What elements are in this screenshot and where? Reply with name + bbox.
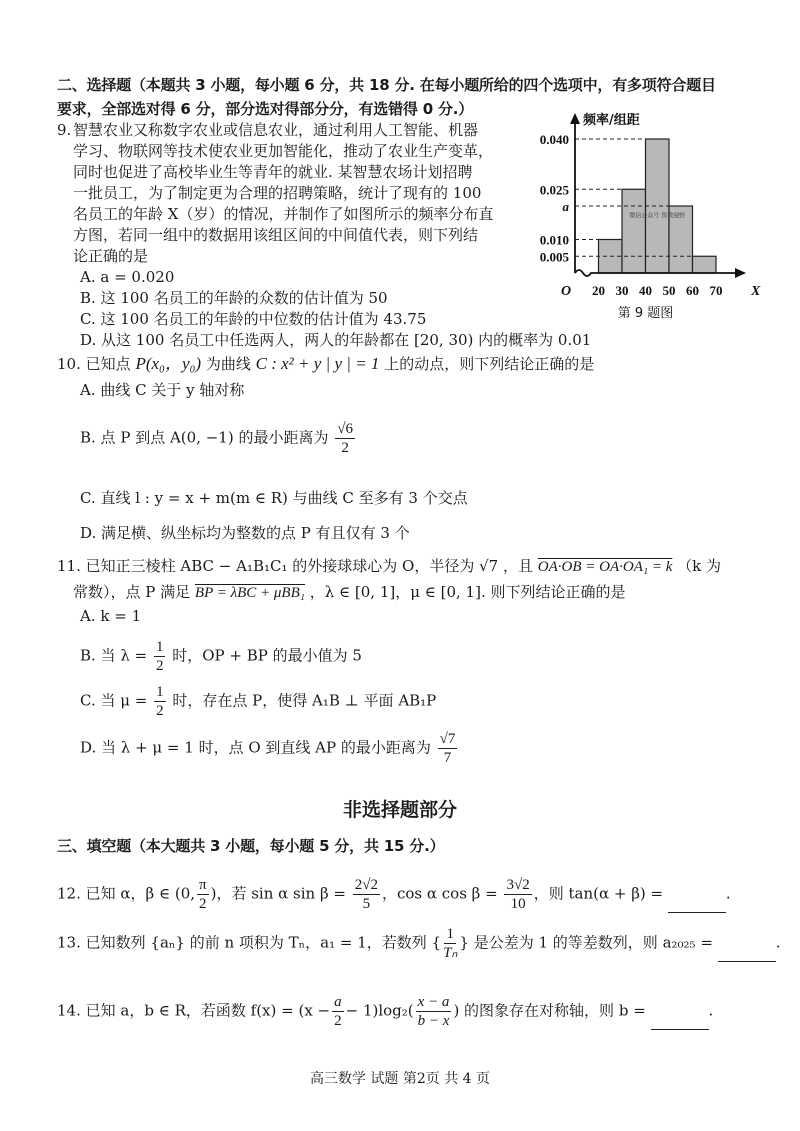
q12-text-b: )，若 sin α sin β = <box>210 884 346 903</box>
y-tick-label: 0.040 <box>539 132 569 147</box>
x-tick-label: 60 <box>686 283 699 298</box>
q12-fraction-cos <box>504 876 531 913</box>
q11-option-c-text: C. 当 μ = <box>80 691 148 710</box>
q11-option-d-text: D. 当 λ + μ = 1 时，点 O 到直线 AP 的最小距离为 <box>80 738 431 757</box>
q13-end: . <box>775 933 781 952</box>
q11-line2-b: ，λ ∈ [0, 1]，μ ∈ [0, 1]. 则下列结论正确的是 <box>309 583 626 601</box>
q10-curve: C : x² + y | y | = 1 <box>255 354 380 373</box>
q11-line1-b: （k 为 <box>677 557 722 575</box>
q10-option-b <box>80 420 357 457</box>
q13-answer-blank[interactable] <box>718 947 776 962</box>
fraction-numerator: √6 <box>337 421 353 437</box>
q9-line: 一批员工，为了制定更为合理的招聘策略，统计了现有的 100 <box>73 184 482 202</box>
histogram-figure <box>515 108 775 323</box>
section2-heading-line2: 要求，全部选对得 6 分，部分选对得部分分，有选错得 0 分.） <box>57 100 474 118</box>
histogram-chart <box>515 108 775 323</box>
q12-text-d: ，则 tan(α + β) = <box>533 884 664 903</box>
part2-title: 非选择题部分 <box>342 799 457 821</box>
y-tick-label: 0.025 <box>539 182 569 198</box>
y-tick-label: 0.010 <box>539 232 569 248</box>
q9-line: 名员工的年龄 X（岁）的情况，并制作了如图所示的频率分布直 <box>73 205 494 223</box>
figure-caption: 第 9 题图 <box>617 306 674 321</box>
x-axis-title: X <box>751 284 761 299</box>
x-tick-label: 50 <box>662 283 676 298</box>
histogram-bar <box>646 139 670 273</box>
fraction-numerator: 1 <box>446 926 454 942</box>
q10-stem-c: 上的动点，则下列结论正确的是 <box>384 355 595 373</box>
fraction-numerator: 1 <box>156 684 164 700</box>
q10-option-b-fraction <box>335 420 355 457</box>
q14-text-c: ) 的图象存在对称轴，则 b = <box>453 1001 646 1020</box>
fraction-denominator: 2 <box>199 896 207 912</box>
q12-number: 12. <box>57 884 81 903</box>
fraction-numerator: a <box>334 994 342 1010</box>
q9-option-c: C. 这 100 名员工的年龄的中位数的估计值为 43.75 <box>80 310 427 328</box>
y-tick-label: a <box>562 199 569 214</box>
section3-heading: 三、填空题（本大题共 3 小题，每小题 5 分，共 15 分.） <box>57 837 445 855</box>
x-tick-label: 70 <box>709 283 723 298</box>
q10-option-c: C. 直线 l : y = x + m(m ∈ R) 与曲线 C 至多有 3 个交点 <box>80 489 468 507</box>
q11-option-b-fraction <box>154 638 166 675</box>
y-axis-arrow-icon <box>570 113 580 124</box>
q9-line: 方图，若同一组中的数据用该组区间的中间值代表，则下列结 <box>73 226 479 244</box>
q12-fraction-sin <box>353 876 380 913</box>
histogram-bar <box>693 256 717 273</box>
histogram-bar <box>622 189 646 273</box>
q12-end: . <box>725 884 731 903</box>
q14-end: . <box>708 1001 714 1020</box>
fraction-denominator: b − x <box>417 1013 450 1029</box>
q10-option-d: D. 满足横、纵坐标均为整数的点 P 有且仅有 3 个 <box>80 524 410 542</box>
q13-text-b: } 是公差为 1 的等差数列，则 a₂₀₂₅ = <box>459 933 713 952</box>
question-12 <box>57 876 731 913</box>
q12-answer-blank[interactable] <box>668 898 726 913</box>
q14-text-a: 已知 a，b ∈ R，若函数 f(x) = (x − <box>85 1001 331 1020</box>
q10-option-a: A. 曲线 C 关于 y 轴对称 <box>80 381 245 399</box>
q10-number: 10. <box>57 355 81 373</box>
q12-text-a: 已知 α，β ∈ (0, <box>85 884 196 903</box>
q10-stem-a: 已知点 <box>85 355 131 373</box>
fraction-denominator: 2 <box>155 658 164 674</box>
q11-option-b <box>80 638 362 675</box>
q9-line: 同时也促进了高校毕业生等青年的就业. 某智慧农场计划招聘 <box>73 163 473 181</box>
q9-line: 论正确的是 <box>73 247 149 265</box>
q11-option-d-fraction <box>438 730 458 767</box>
fraction-denominator: 2 <box>334 1013 342 1029</box>
fraction-numerator: 3√2 <box>506 877 530 893</box>
q9-option-d: D. 从这 100 名员工中任选两人，两人的年龄都在 [20, 30) 内的概率为 0.01 <box>80 331 592 349</box>
fraction-denominator: 2 <box>341 440 349 456</box>
q12-fraction-pi-2 <box>197 876 209 913</box>
y-axis-title: 频率/组距 <box>583 113 640 128</box>
watermark-text: 微信公众号 资教视野 <box>629 212 686 220</box>
fraction-denominator: 10 <box>510 896 526 912</box>
q9-option-b: B. 这 100 名员工的年龄的众数的估计值为 50 <box>80 289 388 307</box>
fraction-denominator: 2 <box>156 703 164 719</box>
question-14 <box>57 993 713 1030</box>
q11-line1-a: 已知正三棱柱 ABC − A₁B₁C₁ 的外接球球心为 O，半径为 √7 ，且 <box>85 557 533 575</box>
x-tick-label: 40 <box>639 283 652 298</box>
q14-number: 14. <box>57 1001 81 1020</box>
q14-text-b: − 1)log₂( <box>345 1001 414 1020</box>
q11-vector-equation: OA·OB = OA·OA₁ = k <box>537 559 673 575</box>
y-tick-label: 0.005 <box>539 249 569 265</box>
q11-option-c <box>80 683 436 720</box>
fraction-numerator: √7 <box>439 731 456 747</box>
question-13 <box>57 925 780 962</box>
q14-answer-blank[interactable] <box>651 1015 709 1030</box>
q11-line2-a: 常数），点 P 满足 <box>73 583 191 601</box>
fraction-numerator: 2√2 <box>354 877 378 893</box>
q11-number: 11. <box>57 557 81 575</box>
x-tick-label: 30 <box>615 283 629 298</box>
q9-line: 学习、物联网等技术使农业更加智能化，推动了农业生产变革， <box>73 142 494 160</box>
fraction-numerator: 1 <box>155 639 164 655</box>
origin-label: O <box>561 284 572 299</box>
q11-option-b-rest: 时，OP + BP 的最小值为 5 <box>172 646 362 665</box>
q12-text-c: ，cos α cos β = <box>381 884 498 903</box>
q11-option-d <box>80 730 459 767</box>
fraction-numerator: π <box>199 877 207 893</box>
q13-text-a: 已知数列 {aₙ} 的前 n 项积为 Tₙ，a₁ = 1，若数列 { <box>85 933 442 952</box>
q9-option-a: A. a = 0.020 <box>80 268 175 286</box>
x-tick-label: 20 <box>592 283 605 298</box>
q11-option-b-text: B. 当 λ = <box>80 646 148 665</box>
q13-number: 13. <box>57 933 81 952</box>
q14-fraction-log-arg <box>416 993 452 1030</box>
q14-fraction-a-2 <box>332 993 344 1030</box>
fraction-denominator: 5 <box>362 896 371 912</box>
q11-option-c-fraction <box>154 683 166 720</box>
q11-option-c-rest: 时，存在点 P，使得 A₁B ⊥ 平面 AB₁P <box>172 691 437 710</box>
fraction-denominator: 7 <box>443 750 452 766</box>
q11-option-a: A. k = 1 <box>80 607 142 625</box>
q11-line2 <box>73 582 625 603</box>
fraction-numerator: x − a <box>417 994 450 1010</box>
q11-vector-bp: BP = λBC + μBB₁ <box>194 585 305 601</box>
part2-title-wrap <box>0 795 800 822</box>
q11-line1 <box>57 556 721 577</box>
q10-option-b-text: B. 点 P 到点 A(0, −1) 的最小距离为 <box>80 428 329 447</box>
q10-stem <box>57 354 594 374</box>
q13-fraction <box>443 925 457 962</box>
q9-number: 9. <box>57 121 72 139</box>
q10-stem-b: 为曲线 <box>205 355 251 373</box>
fraction-denominator: Tₙ <box>443 945 458 961</box>
page-footer: 高三数学 试题 第2页 共 4 页 <box>309 1071 491 1087</box>
section2-heading-line1: 二、选择题（本题共 3 小题，每小题 6 分，共 18 分. 在每小题所给的四个选项中，有多项符合题目 <box>57 76 716 94</box>
q10-point: P(x₀，y₀) <box>135 354 202 373</box>
q9-line: 智慧农业又称数字农业或信息农业，通过利用人工智能、机器 <box>73 121 479 139</box>
x-axis-arrow-icon <box>735 268 746 278</box>
